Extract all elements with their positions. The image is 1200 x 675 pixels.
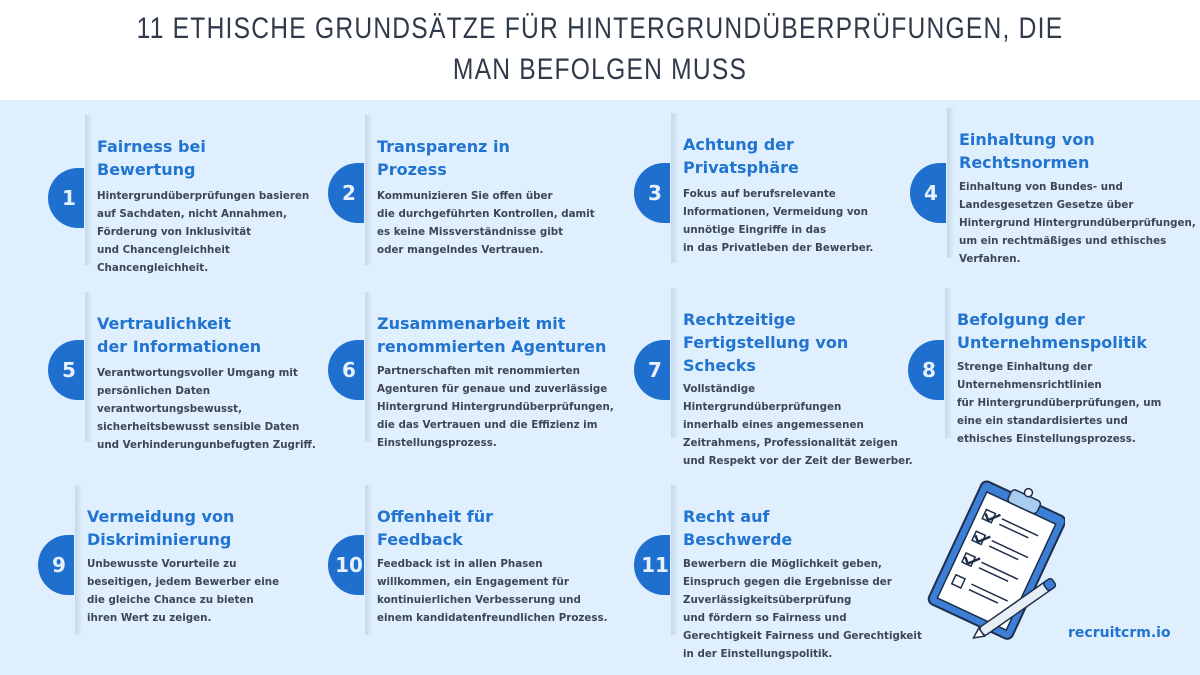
- card-divider: [365, 292, 373, 442]
- step-number-badge: 2: [328, 163, 364, 223]
- principle-title: Befolgung der Unternehmenspolitik: [957, 310, 1148, 352]
- principle-description: Partnerschaften mit renommierten Agenturen für genaue und zuverlässige Hintergrund Hintergrundüberprüfungen, die das Vertrauen und die Effizienz im Einstellungsprozess.: [377, 365, 614, 449]
- card-divider: [671, 485, 679, 635]
- principle-description: Verantwortungsvoller Umgang mit persönlichen Daten verantwortungsbewusst, sicherheitsbewusst sensible Daten und Verhinderungunbefugten Zugriff.: [97, 367, 316, 451]
- step-number-badge: 11: [634, 535, 670, 595]
- principle-card: [910, 108, 1196, 265]
- principle-title: Vertraulichkeit der Informationen: [97, 314, 262, 356]
- principle-title: Einhaltung von Rechtsnormen: [959, 130, 1095, 172]
- step-number-badge: 6: [328, 340, 364, 400]
- card-divider: [85, 292, 93, 442]
- principle-title: Zusammenarbeit mit renommierten Agenturen: [377, 314, 607, 356]
- step-number-badge: 5: [48, 340, 84, 400]
- brand-link[interactable]: recruitcrm.io: [1068, 625, 1171, 641]
- principle-title: Recht auf Beschwerde: [683, 507, 793, 549]
- principle-card: [634, 288, 914, 467]
- principle-card: [328, 485, 608, 635]
- card-divider: [947, 108, 955, 258]
- principle-description: Bewerbern die Möglichkeit geben, Einspruch gegen die Ergebnisse der Zuverlässigkeitsüberprüfung und fördern so Fairness und Gerechtigkeit Fairness und Gerechtigkeit in der Einstellungspolitik.: [683, 558, 922, 660]
- clipboard-checklist-icon: [925, 480, 1065, 649]
- step-number-badge: 4: [910, 163, 946, 223]
- principle-card: [634, 113, 914, 263]
- page-title: [0, 0, 1200, 100]
- principle-description: Vollständige Hintergrundüberprüfungen innerhalb eines angemessenen Zeitrahmens, Professionalität zeigen und Respekt vor der Zeit der Bewerber.: [683, 383, 913, 467]
- step-number-badge: 8: [908, 340, 944, 400]
- principle-card: [908, 288, 1188, 445]
- card-divider: [945, 288, 953, 438]
- principle-description: Unbewusste Vorurteile zu beseitigen, jedem Bewerber eine die gleiche Chance zu bieten ihren Wert zu zeigen.: [87, 558, 280, 624]
- principle-card: [328, 115, 608, 265]
- card-divider: [671, 113, 679, 263]
- card-divider: [671, 288, 679, 438]
- step-number-badge: 7: [634, 340, 670, 400]
- step-number-badge: 1: [48, 168, 84, 228]
- principle-title: Offenheit für Feedback: [377, 507, 493, 549]
- card-divider: [75, 485, 83, 635]
- card-divider: [365, 115, 373, 265]
- principle-description: Feedback ist in allen Phasen willkommen, ein Engagement für kontinuierlichen Verbesserung und einem kandidatenfreundlichen Prozess.: [377, 558, 608, 624]
- principle-card: [48, 292, 328, 451]
- principle-title: Transparenz in Prozess: [377, 137, 510, 179]
- step-number-badge: 10: [328, 535, 364, 595]
- principle-card: [38, 485, 318, 635]
- principle-description: Einhaltung von Bundes- und Landesgesetzen Gesetze über Hintergrund Hintergrundüberprüfungen, um ein rechtmäßiges und ethisches Verfahren.: [959, 181, 1196, 265]
- principle-description: Fokus auf berufsrelevante Informationen, Vermeidung von unnötige Eingriffe in das in das Privatleben der Bewerber.: [683, 188, 874, 254]
- title-text: 11 ETHISCHE GRUNDSÄTZE FÜR HINTERGRUNDÜBERPRÜFUNGEN, DIE MAN BEFOLGEN MUSS: [136, 12, 1064, 86]
- principle-card: [48, 115, 328, 274]
- step-number-badge: 9: [38, 535, 74, 595]
- principle-card: [328, 292, 614, 449]
- principle-description: Hintergrundüberprüfungen basieren auf Sachdaten, nicht Annahmen, Förderung von Inklusivität und Chancengleichheit Chancengleichheit.: [97, 190, 310, 274]
- principle-description: Strenge Einhaltung der Unternehmensrichtlinien für Hintergrundüberprüfungen, um eine ein standardisiertes und ethisches Einstellungsprozess.: [957, 361, 1162, 445]
- card-divider: [85, 115, 93, 265]
- step-number-badge: 3: [634, 163, 670, 223]
- principle-card: [634, 485, 922, 660]
- principle-description: Kommunizieren Sie offen über die durchgeführten Kontrollen, damit es keine Missverständnisse gibt oder mangelndes Vertrauen.: [377, 190, 595, 256]
- principle-title: Rechtzeitige Fertigstellung von Schecks: [683, 310, 849, 375]
- principle-title: Achtung der Privatsphäre: [683, 135, 799, 177]
- principle-title: Vermeidung von Diskriminierung: [87, 507, 235, 549]
- card-divider: [365, 485, 373, 635]
- principle-title: Fairness bei Bewertung: [97, 137, 206, 179]
